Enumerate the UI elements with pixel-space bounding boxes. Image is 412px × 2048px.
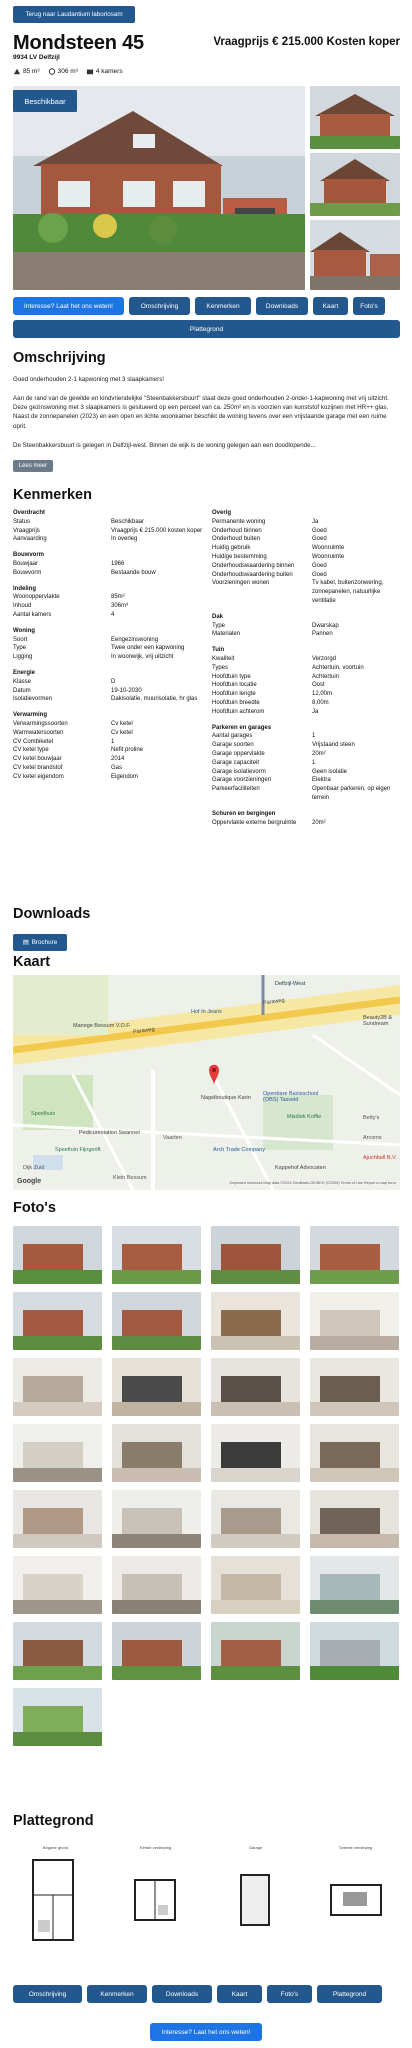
kenmerken-row [212,655,400,664]
kenmerken-value: Achtertuin, voortuin [312,664,364,671]
photo-thumb[interactable] [310,1424,399,1482]
kenmerken-key: Verwarmingssoorten [13,720,68,727]
map-label-manege: Manege Bessum V.O.F. [73,1023,131,1029]
photo-thumb[interactable] [310,1490,399,1548]
kenmerken-row [212,768,400,777]
kenmerken-row [13,636,205,645]
kenmerken-value: Beschikbaar [111,518,145,525]
kenmerken-row [212,690,400,699]
kenmerken-row [13,687,205,696]
kenmerken-key: CV ketel bouwjaar [13,756,62,763]
kenmerken-row [13,678,205,687]
photo-thumb[interactable] [112,1424,201,1482]
description-lead: Goed onderhouden 2-1 kapwoning met 3 slaapkamers! [13,376,165,383]
nav-downloads[interactable]: Downloads [256,297,308,315]
kenmerken-value: Goed [312,527,327,534]
kenmerken-key: Onderhoud binnen [212,527,262,534]
kenmerken-value: Oost [312,682,325,689]
kenmerken-key: Aantal garages [212,733,253,740]
map-label-bettys: Betty's [363,1115,380,1121]
map-label-klein: Klein Bessum [113,1175,147,1181]
kenmerken-row [13,569,205,578]
kenmerken-row [212,741,400,750]
kenmerken-value: 19-10-2030 [111,687,142,694]
kenmerken-value: Ja [312,518,319,525]
hero-photo[interactable] [13,86,305,290]
kenmerken-key: Onderhoudswaardering binnen [212,562,295,569]
kenmerken-value: Verzorgd [312,655,337,662]
photo-thumb[interactable] [13,1688,102,1746]
facts [13,68,123,75]
kenmerken-value: 1 [312,759,316,766]
floorplan-drawing [13,1850,98,1960]
kenmerken-key: Inhoud [13,603,32,610]
kenmerken-value: Geen isolatie [312,768,348,775]
kenmerken-row [212,750,400,759]
photo-thumb[interactable] [112,1226,201,1284]
kenmerken-value: Twee onder een kapwoning [111,645,185,652]
kenmerken-group-heading: Woning [13,627,35,634]
kenmerken-value: 306m³ [111,603,129,610]
kenmerken-row [13,535,205,544]
kenmerken-key: Parkeerfaciliteiten [212,786,260,793]
hero-thumb-2[interactable] [310,153,400,216]
kenmerken-group-heading: Tuin [212,647,225,654]
kenmerken-key: Klasse [13,678,32,685]
brochure-label: Brochure [31,939,58,946]
map-label-delfzijl-west: Delfzijl-West [275,981,306,987]
map-heading: Kaart [13,954,51,970]
photo-thumb[interactable] [211,1490,300,1548]
photo-thumb[interactable] [13,1424,102,1482]
kenmerken-row [13,764,205,773]
kenmerken-row [13,695,205,704]
kenmerken-key: Aanvaarding [13,536,47,543]
kenmerken-key: Datum [13,687,31,694]
floorplan[interactable] [313,1845,398,1967]
kenmerken-row [13,560,205,569]
kenmerken-value: 85m² [111,594,125,601]
kenmerken-row [212,535,400,544]
kenmerken-key: Materialen [212,631,241,638]
hero-thumb-3[interactable] [310,220,400,290]
description-paragraph-2: De Steenbakkersbuurt is gelegen in Delfzijl-west. Binnen de wijk is de woning gelegen aan een doodlopende... [13,442,316,449]
kenmerken-row [13,738,205,747]
kenmerken-row [212,562,400,571]
kenmerken-key: Type [13,645,27,652]
kenmerken-key: Permanente woning [212,518,266,525]
hero-thumb-1[interactable] [310,86,400,149]
google-logo: Google [17,1178,42,1185]
kenmerken-key: Warmwatersoorten [13,729,64,736]
kenmerken-value: Openbaar parkeren, op eigen terrein [312,786,391,801]
kenmerken-key: Huidig gebruik [212,545,251,552]
kenmerken-value: 8,00m [312,699,329,706]
kenmerken-value: Woonruimte [312,545,345,552]
photo-thumb[interactable] [211,1358,300,1416]
photo-thumb[interactable] [112,1292,201,1350]
city: 9934 LV Delfzijl [13,54,60,61]
kenmerken-row [212,553,400,562]
read-more-button[interactable]: Lees meer [13,460,53,472]
photo-thumb[interactable] [13,1490,102,1548]
kenmerken-value: Cv ketel [111,720,133,727]
kenmerken-value: Cv ketel [111,729,133,736]
floorplan-label: Garage [248,1845,263,1850]
brochure-button[interactable] [13,934,67,951]
kenmerken-value: 1 [111,738,115,745]
map-label-misdiek: Misdiek Koffie [287,1114,322,1120]
rooms-icon [86,68,94,75]
bottom-interest-button[interactable]: Interesse? Laat het ons weten! [150,2023,262,2041]
nav-plattegrond[interactable]: Plattegrond [13,320,400,338]
kenmerken-key: CV ketel eigendom [13,773,64,780]
nav-fotos[interactable]: Foto's [353,297,385,315]
kenmerken-key: Isolatievormen [13,696,53,703]
kenmerken-key: Status [13,518,31,525]
map[interactable] [13,975,400,1190]
kenmerken-value: Eigendom [111,773,139,780]
kenmerken-value: 20m² [312,750,326,757]
kenmerken-key: CV Combiketel [13,738,54,745]
status-badge: Beschikbaar [13,90,77,112]
kenmerken-value: Vraagprijs € 215.000 kosten koper [111,527,203,534]
map-label-speeltuin: Speeltuin Fijngerift [55,1147,101,1153]
kenmerken-group-heading: Verwarming [13,712,48,719]
kenmerken-row [212,664,400,673]
kenmerken-row [212,819,400,828]
kenmerken-value: Woonruimte [312,553,345,560]
kenmerken-row [13,518,205,527]
kenmerken-row [212,527,400,536]
kenmerken-row [212,759,400,768]
kenmerken-value: Dwarskap [312,622,339,629]
description-paragraph-1: Aan de rand van de gewilde en kindvriendelijke "Steenbakkersbuurt" staat deze goed onderhouden 2-onder-1-kapwoning met vrij uitzicht. Deze gezinswoning met 3 slaapkamers is gesitueerd op een perceel van ca. 250m² en is voorzien van kunststof kozijnen met HR++ glas. Naast de zonnepanelen (2023) en een open en lichte woonkamer beschikt de woning tevens over een vrijstaande garage met een ruime oprit. [13,395,389,430]
kenmerken-key: Onderhoud buiten [212,536,261,543]
kenmerken-heading: Kenmerken [13,487,92,503]
kenmerken-row [212,622,400,631]
map-label-arch: Arch Trade Company [213,1147,265,1153]
interest-button[interactable]: Interesse? Laat het ons weten! [13,297,124,315]
kenmerken-value: D [111,678,116,685]
kenmerken-key: Ligging [13,654,33,661]
kenmerken-value: Eengezinswoning [111,636,159,643]
kenmerken-key: Types [212,664,229,671]
bottom-nav-omschrijving[interactable]: Omschrijving [13,1985,82,2003]
photo-thumb[interactable] [13,1292,102,1350]
photo-thumb[interactable] [13,1556,102,1614]
kenmerken-value: Bestaande bouw [111,569,156,576]
kenmerken-row [212,544,400,553]
floorplan[interactable] [13,1845,98,1967]
photo-thumb[interactable] [211,1424,300,1482]
kenmerken-row [212,518,400,527]
top-nav [13,297,385,315]
floorplan-drawing [113,1850,198,1960]
kenmerken-group-heading: Indeling [13,585,36,592]
floorplan-label: Tweede verdieping [338,1845,373,1850]
map-label-kappe: Kappehof Advocaten [275,1165,326,1171]
kenmerken-group-heading: Overig [212,510,232,516]
photo-thumb[interactable] [112,1490,201,1548]
document-icon: ▤ [22,939,29,946]
kenmerken-value: Achtertuin [312,673,340,680]
bottom-nav-kenmerken[interactable]: Kenmerken [87,1985,147,2003]
map-label-nagel: Nagelboutique Karin [201,1095,251,1101]
kenmerken-value: 12,00m [312,691,333,698]
kenmerken-value: 2014 [111,756,125,763]
photo-thumb[interactable] [310,1292,399,1350]
kenmerken-row [212,708,400,717]
kenmerken-row [212,630,400,639]
kenmerken-value: Ja [312,708,319,715]
bottom-nav-fotos[interactable]: Foto's [267,1985,312,2003]
nav-kenmerken[interactable]: Kenmerken [195,297,251,315]
map-label-arcoms: Arcoms [363,1135,382,1141]
fact-rooms [86,68,123,75]
kenmerken-value: Goed [312,562,327,569]
kenmerken-row [212,785,400,803]
photo-thumb[interactable] [112,1622,201,1680]
kenmerken-value: Goed [312,536,327,543]
kenmerken-value: Gas [111,764,123,771]
kenmerken-value: Elektra [312,777,331,784]
kenmerken-right [212,509,400,827]
photo-thumb[interactable] [211,1556,300,1614]
kenmerken-value: 20m² [312,819,326,826]
photo-thumb[interactable] [310,1226,399,1284]
photo-thumb[interactable] [310,1622,399,1680]
kenmerken-row [13,593,205,602]
photo-thumb[interactable] [211,1622,300,1680]
kenmerken-row [13,653,205,662]
map-footer[interactable]: Keyboard shortcuts Map data ©2024 GeoBasis-DE/BKG (©2009) Terms of Use Report a map error [229,1181,396,1185]
kenmerken-key: Soort [13,636,28,643]
kenmerken-row [212,579,400,605]
kenmerken-value: 1966 [111,560,125,567]
map-label-ajuchbell: Ajuchbell B.V. [363,1155,397,1161]
kenmerken-value: Dakisolatie, muurisolatie, hr glas [111,696,198,703]
kenmerken-row [13,755,205,764]
kenmerken-key: Hoofdtuin locatie [212,682,257,689]
kenmerken-key: Bouwvorm [13,569,42,576]
floorplan-label: Begane grond [42,1845,69,1850]
nav-omschrijving[interactable]: Omschrijving [129,297,190,315]
kenmerken-row [212,776,400,785]
kenmerken-key: Hoofdtuin lengte [212,691,256,698]
kenmerken-value: Goed [312,571,327,578]
rooms-value: 4 kamers [95,68,123,75]
photo-thumb[interactable] [310,1556,399,1614]
kenmerken-key: Type [212,622,226,629]
kenmerken-value: In overleg [111,536,138,543]
kenmerken-row [212,699,400,708]
kenmerken-row [212,673,400,682]
floorplan-drawing [213,1850,298,1960]
kenmerken-key: Huidige bestemming [212,553,267,560]
kenmerken-value: Vrijstaand steen [312,742,355,749]
kenmerken-key: Kwaliteit [212,655,235,662]
kenmerken-row [13,746,205,755]
area-value: 85 m² [23,68,40,75]
kenmerken-row [13,720,205,729]
kenmerken-key: Aantal kamers [13,611,52,618]
bottom-nav-kaart[interactable]: Kaart [217,1985,262,2003]
photo-thumb[interactable] [13,1358,102,1416]
map-label-paraweg-2: Paraweg [132,1026,156,1036]
kenmerken-key: Garage capaciteit [212,759,260,766]
bottom-nav-plattegrond[interactable]: Plattegrond [317,1985,382,2003]
area-icon [13,68,21,75]
kenmerken-value: 1 [312,733,316,740]
kenmerken-key: Woonoppervlakte [13,594,60,601]
bottom-nav [13,1985,382,2003]
kenmerken-value: Pannen [312,631,333,638]
kenmerken-group-heading: Energie [13,669,36,676]
fact-volume [48,68,78,75]
kenmerken-key: CV ketel brandstof [13,764,63,771]
map-label-pedicure: Pedicurestation Swannet [79,1130,140,1136]
photo-thumb[interactable] [13,1622,102,1680]
kenmerken-group-heading: Dak [212,613,224,620]
floorplan-label: Eerste verdieping [139,1845,172,1850]
kenmerken-key: Vraagprijs [13,527,40,534]
kenmerken-row [13,729,205,738]
photo-thumb[interactable] [112,1358,201,1416]
kenmerken-key: Hoofdtuin breedte [212,699,260,706]
fact-area [13,68,40,75]
kenmerken-row [13,602,205,611]
kenmerken-group-heading: Bouwvorm [13,552,45,559]
kenmerken-key: Hoofdtuin achterom [212,708,265,715]
floorplan-heading: Plattegrond [13,1813,94,1829]
map-label-speelhuis: Speelhuis [31,1111,56,1117]
kenmerken-key: Oppervlakte externe bergruimte [212,819,297,826]
map-label-hof: Hof In Jeans [191,1009,222,1015]
kenmerken-key: Garage isolatievorm [212,768,266,775]
kenmerken-row [212,732,400,741]
kenmerken-key: Hoofdtuin type [212,673,251,680]
map-label-school: Openbare Basisschool (OBS) Tasveld [263,1091,319,1103]
price: Vraagprijs € 215.000 Kosten koper [213,36,400,48]
kenmerken-group-heading: Parkeren en garages [212,724,272,731]
map-label-dijk: Dijk Zuid [23,1165,45,1171]
kenmerken-row [212,571,400,580]
downloads-heading: Downloads [13,906,91,922]
kenmerken-row [212,681,400,690]
back-button[interactable]: Terug naar Laudantium laboriosam [13,6,135,23]
kenmerken-key: Garage soorten [212,742,254,749]
photo-thumb[interactable] [211,1226,300,1284]
kenmerken-key: Garage oppervlakte [212,750,265,757]
photo-thumb[interactable] [13,1226,102,1284]
photo-thumb[interactable] [112,1556,201,1614]
photos-heading: Foto's [13,1200,56,1216]
map-label-beauty: Beauty2B & Sundream [363,1015,393,1027]
floorplan-drawing [313,1850,398,1960]
floorplan[interactable] [213,1845,298,1967]
kenmerken-row [13,773,205,782]
nav-kaart[interactable]: Kaart [313,297,348,315]
kenmerken-left [13,509,205,782]
kenmerken-value: Tv kabel, buitenzonwering, zonnepanelen, natuurlijke ventilatie [312,580,384,604]
volume-icon [48,68,56,75]
kenmerken-value: Nefit proline [111,747,144,754]
kenmerken-key: Garage voorzieningen [212,777,272,784]
kenmerken-row [13,611,205,620]
kenmerken-key: Onderhoudswaardering buiten [212,571,293,578]
bottom-nav-downloads[interactable]: Downloads [152,1985,212,2003]
kenmerken-key: Bouwjaar [13,560,39,567]
volume-value: 306 m³ [57,68,78,75]
kenmerken-row [13,644,205,653]
map-label-vaarten: Vaarten [163,1135,182,1141]
floorplan[interactable] [113,1845,198,1967]
photo-thumb[interactable] [211,1292,300,1350]
kenmerken-value: 4 [111,611,115,618]
kenmerken-group-heading: Schuren en bergingen [212,810,276,817]
kenmerken-key: Voorzieningen wonen [212,580,270,587]
page-title: Mondsteen 45 [13,32,144,54]
kenmerken-value: In woonwijk, vrij uitzicht [111,654,174,661]
kenmerken-row [13,527,205,536]
map-label-paraweg: Paraweg [262,997,286,1007]
photo-thumb[interactable] [310,1358,399,1416]
kenmerken-group-heading: Overdracht [13,510,46,516]
description-heading: Omschrijving [13,350,106,366]
kenmerken-key: CV ketel type [13,747,49,754]
